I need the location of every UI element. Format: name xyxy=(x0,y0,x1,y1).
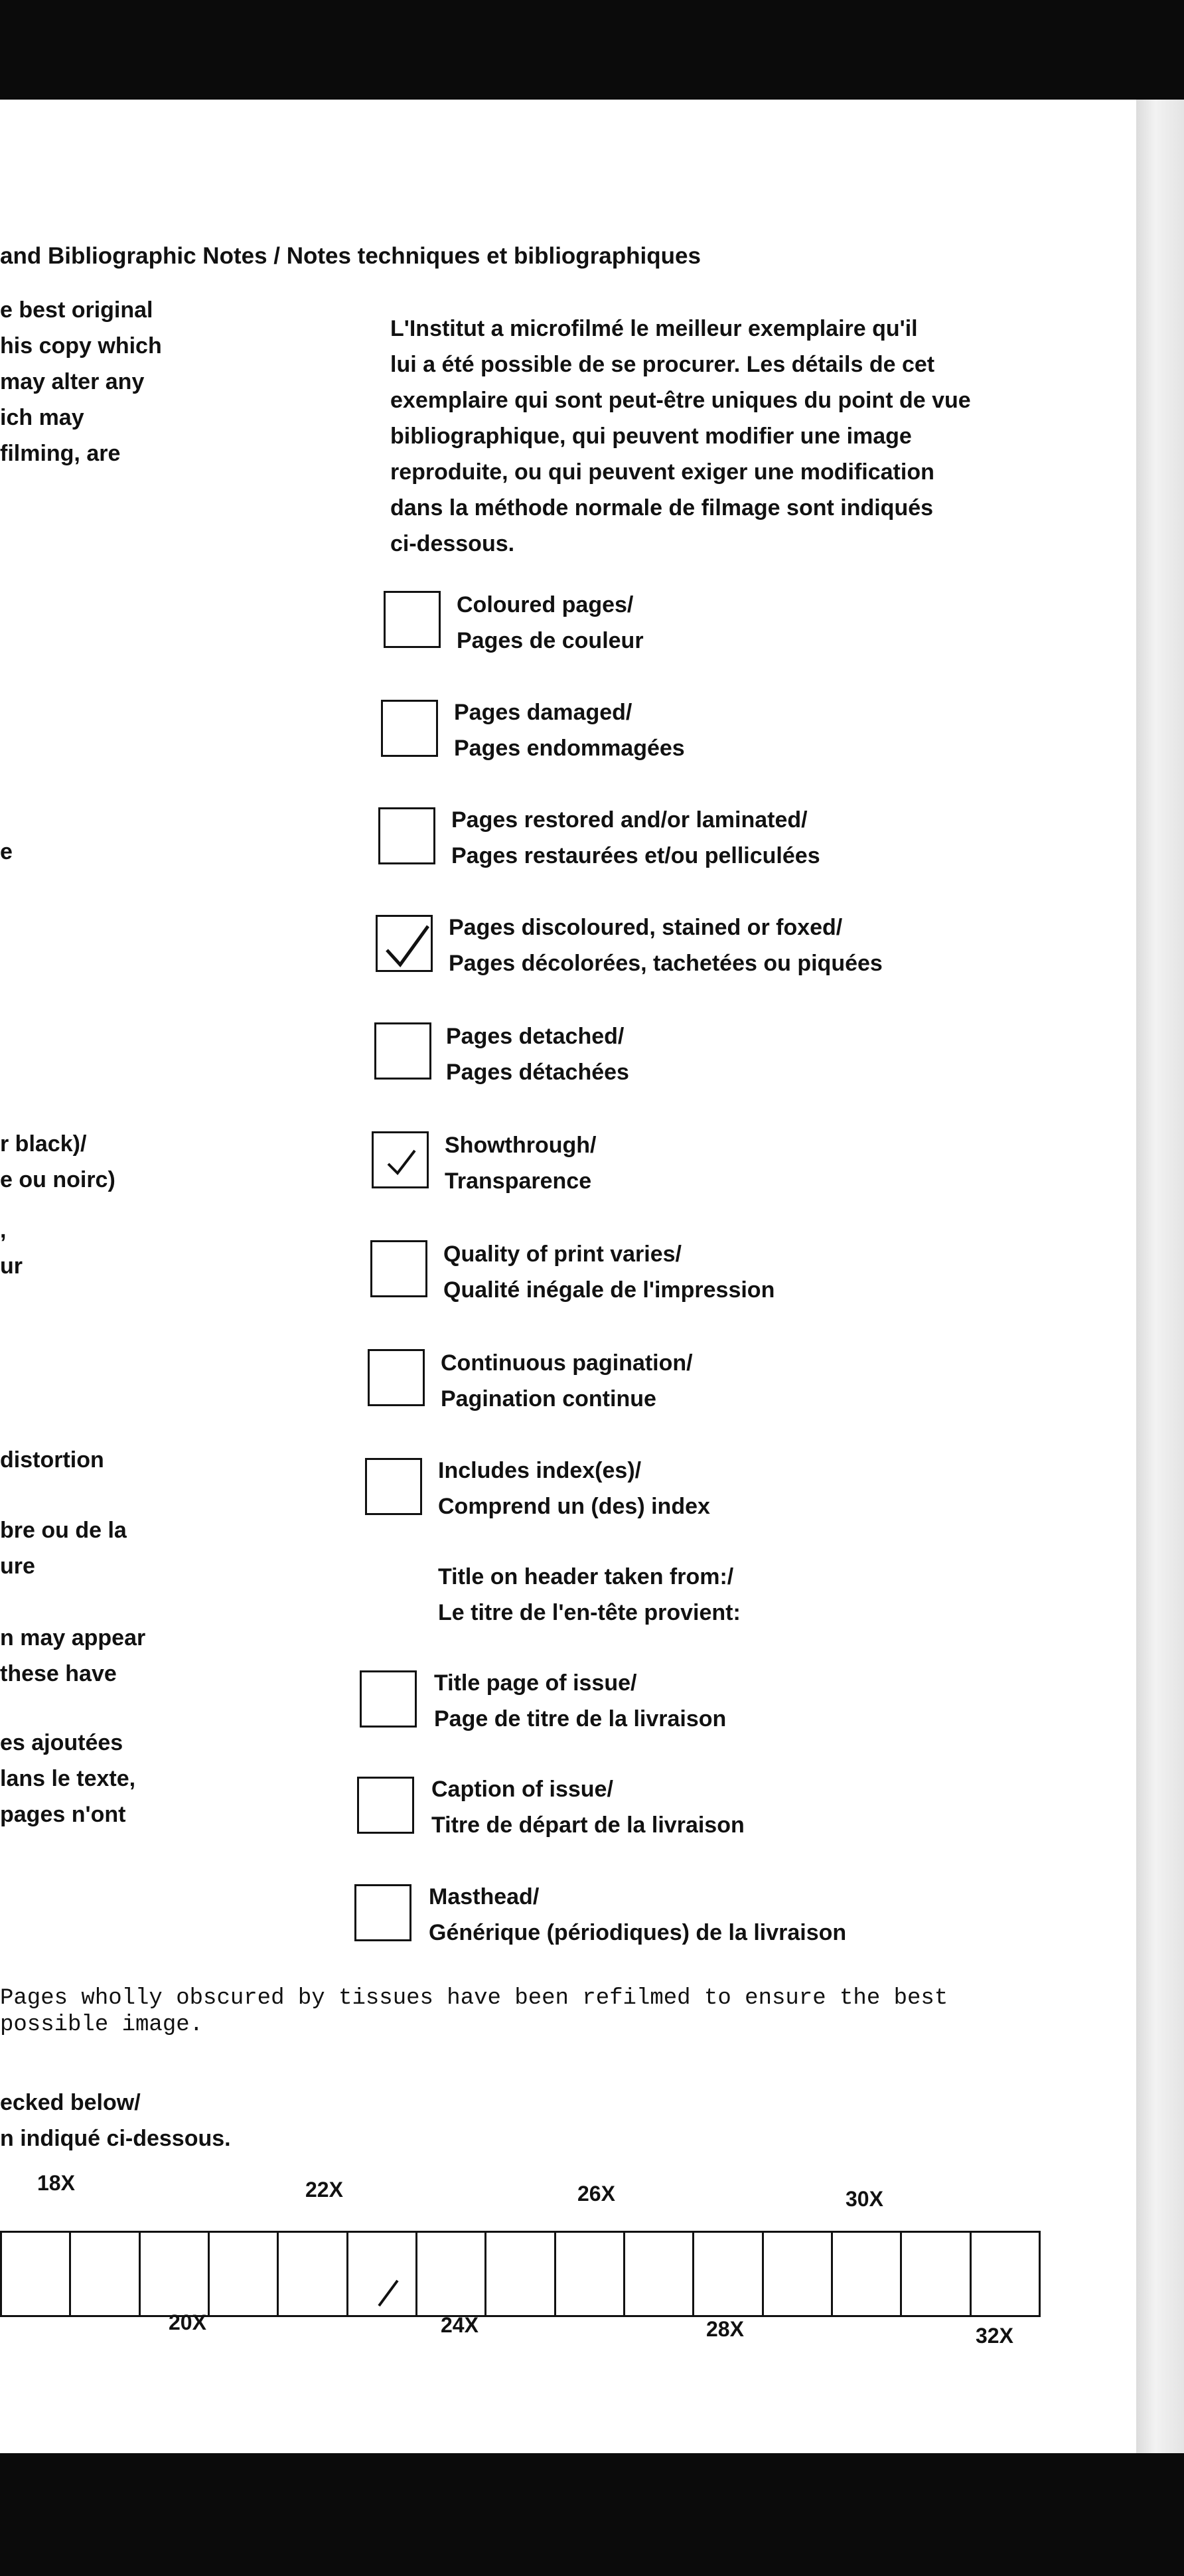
grid-cell[interactable] xyxy=(484,2233,554,2315)
grid-cell[interactable] xyxy=(139,2233,208,2315)
grid-cell[interactable] xyxy=(69,2233,138,2315)
item-masthead: Masthead/ Générique (périodiques) de la livraison xyxy=(429,1884,847,1945)
grid-cell[interactable] xyxy=(277,2233,346,2315)
grid-cell[interactable] xyxy=(900,2233,969,2315)
left-fragment-distortion: distortion xyxy=(0,1447,104,1473)
item-pages-detached: Pages detached/ Pages détachées xyxy=(446,1024,629,1085)
page-edge xyxy=(1136,100,1184,2453)
item-quality-print: Quality of print varies/ Qualité inégale de l'impression xyxy=(443,1242,775,1303)
grid-cell[interactable] xyxy=(970,2233,1039,2315)
left-fragment-ajoutees: es ajoutées lans le texte, pages n'ont xyxy=(0,1730,136,1827)
scale-label-24x: 24X xyxy=(441,2313,479,2337)
item-showthrough: Showthrough/ Transparence xyxy=(445,1133,597,1194)
scale-label-32x: 32X xyxy=(976,2324,1013,2348)
typed-comment: Pages wholly obscured by tissues have been refilmed to ensure the best possible image. xyxy=(0,1986,948,2038)
checkbox-includes-index[interactable] xyxy=(365,1458,422,1515)
left-fragment-original: e best original his copy which may alter any ich may filming, are xyxy=(0,297,162,466)
bottom-dark-border xyxy=(0,2453,1184,2576)
checkbox-pages-damaged[interactable] xyxy=(381,700,438,757)
checkbox-pages-detached[interactable] xyxy=(374,1022,431,1080)
grid-cell[interactable] xyxy=(623,2233,692,2315)
grid-cell[interactable] xyxy=(346,2233,415,2315)
checkmark-icon xyxy=(374,1133,431,1190)
checkbox-coloured-pages[interactable] xyxy=(384,591,441,648)
item-pages-damaged: Pages damaged/ Pages endommagées xyxy=(454,700,685,761)
grid-cell[interactable] xyxy=(208,2233,277,2315)
item-coloured-pages: Coloured pages/ Pages de couleur xyxy=(457,592,644,653)
grid-cell[interactable] xyxy=(762,2233,831,2315)
grid-cell[interactable] xyxy=(831,2233,900,2315)
item-caption-issue: Caption of issue/ Titre de départ de la livraison xyxy=(431,1777,745,1838)
left-fragment-appear: n may appear these have xyxy=(0,1625,146,1686)
section-header: and Bibliographic Notes / Notes techniques et bibliographiques xyxy=(0,243,701,269)
checkbox-title-page-issue[interactable] xyxy=(360,1670,417,1728)
left-fragment-black: r black)/ e ou noirc) xyxy=(0,1131,115,1192)
scale-label-26x: 26X xyxy=(577,2182,615,2206)
item-continuous-pagination: Continuous pagination/ Pagination continue xyxy=(441,1350,693,1411)
scale-label-18x: 18X xyxy=(37,2171,75,2195)
checkbox-pages-restored[interactable] xyxy=(378,807,435,864)
left-fragment-ur: , ur xyxy=(0,1218,23,1279)
scale-label-20x: 20X xyxy=(169,2310,206,2334)
checkbox-continuous-pagination[interactable] xyxy=(368,1349,425,1406)
checkbox-quality-print[interactable] xyxy=(370,1240,427,1297)
checkbox-caption-issue[interactable] xyxy=(357,1777,414,1834)
checkbox-masthead[interactable] xyxy=(354,1884,411,1941)
scale-label-22x: 22X xyxy=(305,2178,343,2202)
item-pages-restored: Pages restored and/or laminated/ Pages restaurées et/ou pelliculées xyxy=(451,807,820,868)
grid-cell[interactable] xyxy=(692,2233,761,2315)
checkbox-showthrough[interactable] xyxy=(372,1131,429,1188)
checkbox-pages-discoloured[interactable] xyxy=(376,915,433,972)
reduction-note: ecked below/ n indiqué ci-dessous. xyxy=(0,2090,231,2151)
item-includes-index: Includes index(es)/ Comprend un (des) index xyxy=(438,1458,710,1519)
top-dark-border xyxy=(0,0,1184,100)
title-on-header: Title on header taken from:/ Le titre de l'en-tête provient: xyxy=(438,1564,741,1625)
scale-label-30x: 30X xyxy=(846,2187,883,2211)
reduction-ratio-grid xyxy=(0,2231,1041,2317)
left-fragment-e: e xyxy=(0,839,13,864)
grid-cell[interactable] xyxy=(415,2233,484,2315)
institut-paragraph: L'Institut a microfilmé le meilleur exemplaire qu'il lui a été possible de se procurer. Les détails de cet exemplaire qui sont peut-être uniques du point de vue bibliographique, qui peuvent modifier une image reproduite, ou qui peuvent exiger une modification dans la méthode normale de filmage sont indiqués ci-dessous. xyxy=(390,316,971,556)
item-pages-discoloured: Pages discoloured, stained or foxed/ Pages décolorées, tachetées ou piquées xyxy=(449,915,883,976)
grid-cell[interactable] xyxy=(0,2233,69,2315)
grid-cell[interactable] xyxy=(554,2233,623,2315)
item-title-page-issue: Title page of issue/ Page de titre de la livraison xyxy=(434,1670,727,1731)
checkmark-icon xyxy=(348,2233,415,2315)
checkmark-icon xyxy=(378,917,435,974)
scale-label-28x: 28X xyxy=(706,2317,744,2341)
left-fragment-bre: bre ou de la ure xyxy=(0,1518,127,1579)
